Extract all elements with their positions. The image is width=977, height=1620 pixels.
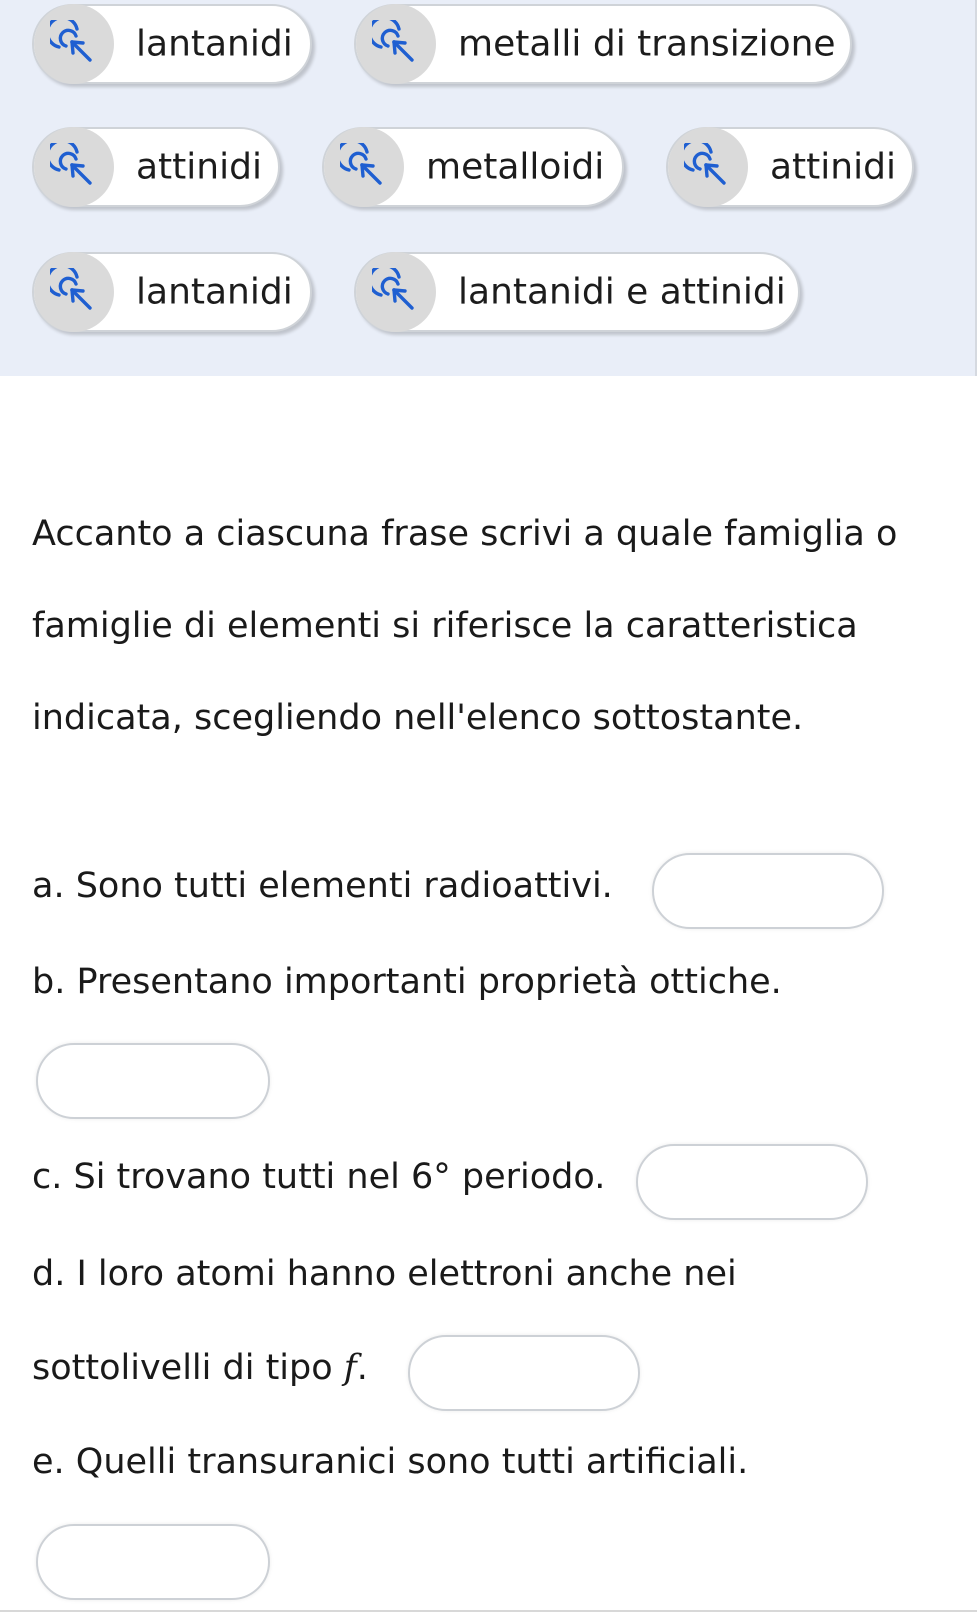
touch-pointer-icon <box>324 127 404 207</box>
chip-label: lantanidi <box>136 23 293 65</box>
orbital-letter: f <box>343 1348 357 1388</box>
answer-blank-a[interactable] <box>652 853 884 929</box>
chip-label: lantanidi <box>136 271 293 313</box>
answer-chips-panel <box>0 0 977 376</box>
answer-blank-d[interactable] <box>408 1335 640 1411</box>
question-c-text-end: periodo. <box>461 1157 606 1197</box>
period-number: 6 <box>410 1157 434 1197</box>
touch-pointer-icon <box>356 4 436 84</box>
chip-lantanidi[interactable] <box>32 4 312 84</box>
chip-label: lantanidi e attinidi <box>458 271 786 313</box>
answer-blank-e[interactable] <box>36 1524 270 1600</box>
answer-blank-b[interactable] <box>36 1043 270 1119</box>
question-e: e. Quelli transuranici sono tutti artificiali. <box>32 1442 749 1482</box>
question-c <box>32 1157 605 1197</box>
chip-label: attinidi <box>770 146 896 188</box>
touch-pointer-icon <box>34 127 114 207</box>
touch-pointer-icon <box>34 4 114 84</box>
chip-attinidi[interactable] <box>666 127 914 207</box>
chip-lantanidi[interactable] <box>32 252 312 332</box>
touch-pointer-icon <box>356 252 436 332</box>
chip-metalli-di-transizione[interactable] <box>354 4 852 84</box>
degree-symbol: ° <box>433 1157 451 1197</box>
touch-pointer-icon <box>34 252 114 332</box>
question-d-text: sottolivelli di tipo <box>32 1348 333 1388</box>
chip-label: attinidi <box>136 146 262 188</box>
question-b: b. Presentano importanti proprietà ottiche. <box>32 962 782 1002</box>
question-d-line2 <box>32 1348 368 1388</box>
chip-attinidi[interactable] <box>32 127 280 207</box>
instruction-text: Accanto a ciascuna frase scrivi a quale famiglia o famiglie di elementi si riferisce la caratteristica indicata, scegliendo nell'elenco sottostante. <box>32 514 898 738</box>
chip-label: metalli di transizione <box>458 23 836 65</box>
chip-label: metalloidi <box>426 146 605 188</box>
answer-blank-c[interactable] <box>636 1144 868 1220</box>
question-a: a. Sono tutti elementi radioattivi. <box>32 866 613 906</box>
touch-pointer-icon <box>668 127 748 207</box>
bottom-divider <box>0 1610 977 1612</box>
question-d-line1: d. I loro atomi hanno elettroni anche nei <box>32 1254 737 1294</box>
chip-metalloidi[interactable] <box>322 127 624 207</box>
question-d-period: . <box>356 1348 368 1388</box>
question-c-text: c. Si trovano tutti nel <box>32 1157 400 1197</box>
chip-lantanidi-e-attinidi[interactable] <box>354 252 800 332</box>
